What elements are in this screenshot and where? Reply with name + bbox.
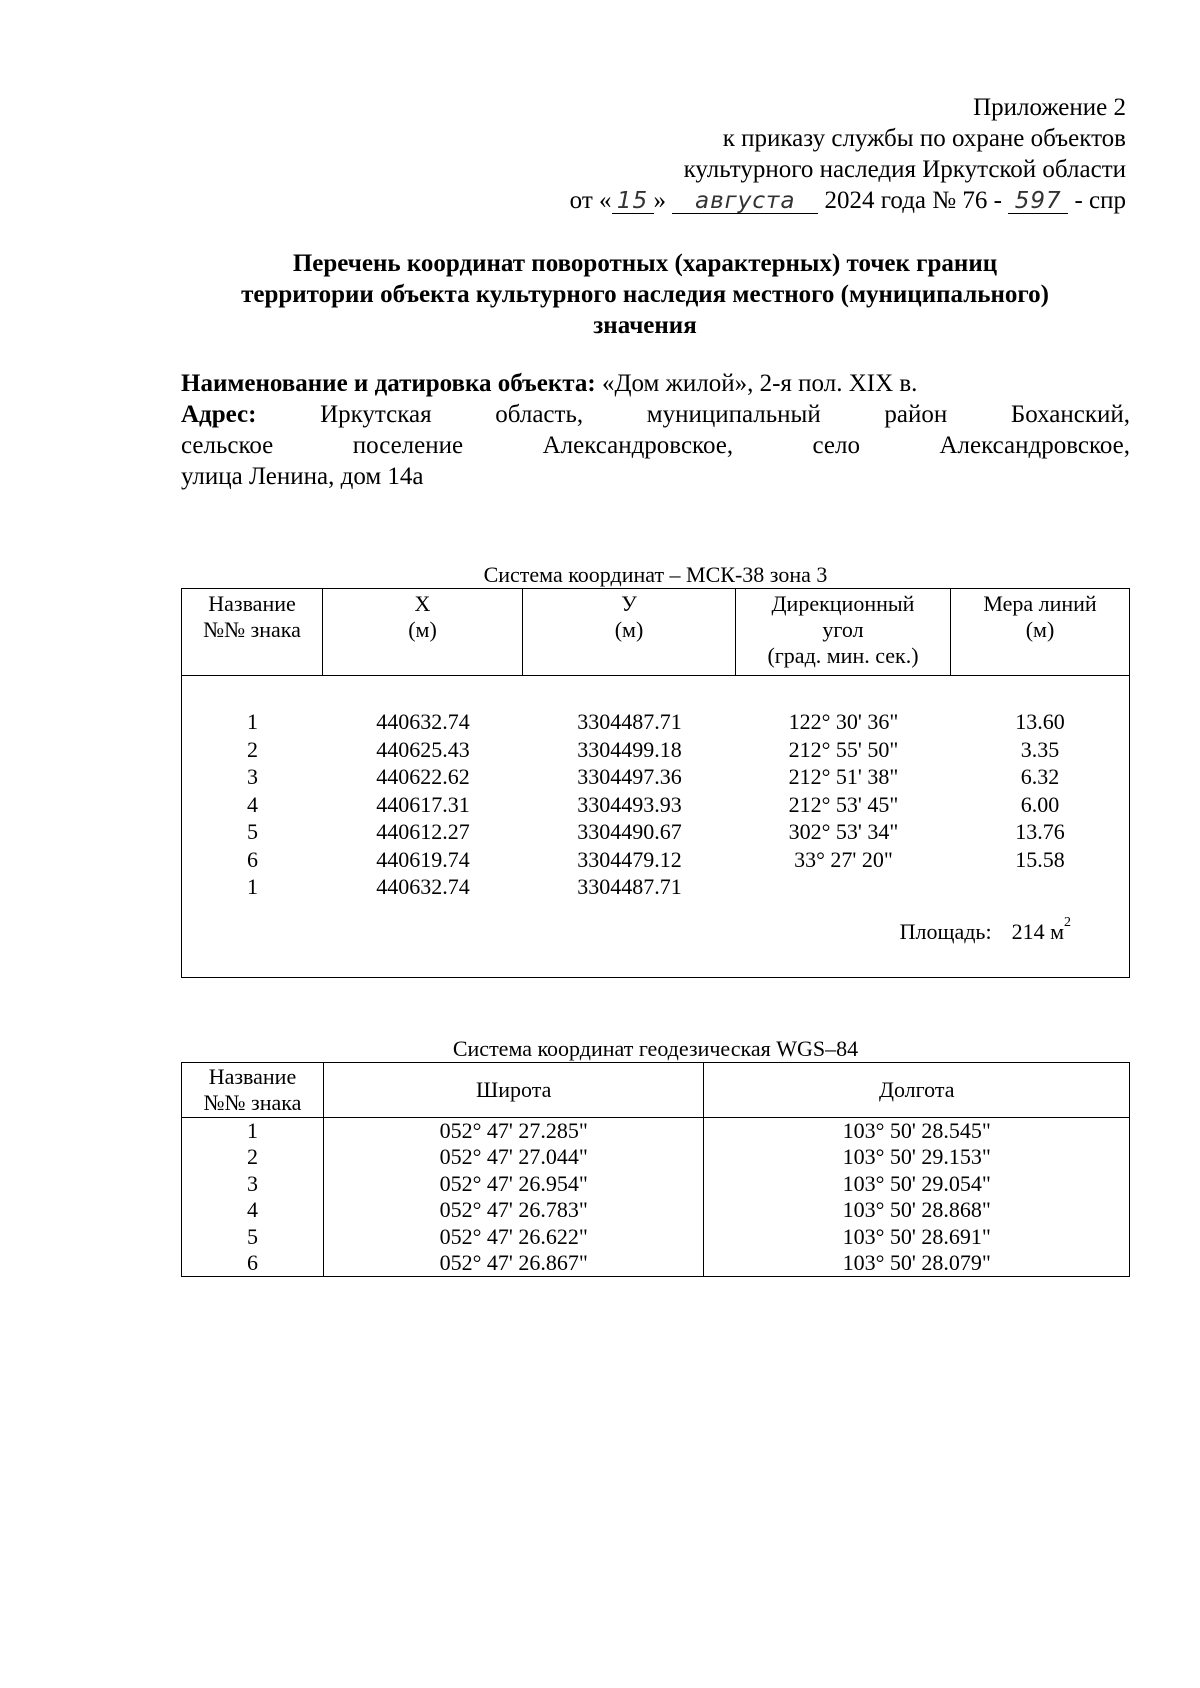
title-line-1: Перечень координат поворотных (характерных) точек границ: [292, 250, 998, 277]
address-word: село: [812, 432, 861, 459]
angle-cell: [736, 873, 951, 901]
table-row: [182, 1118, 1130, 1145]
table-row: [182, 736, 1129, 764]
point-number-cell: 1: [247, 709, 258, 734]
order-date-line: [570, 185, 1126, 216]
header-point-number: [182, 1063, 324, 1118]
header-y: [523, 589, 736, 675]
table-row: [182, 873, 1129, 901]
angle-cell: 212° 53' 45": [788, 791, 899, 817]
length-cell: 13.60: [1015, 709, 1065, 734]
address-word: Боханский,: [1010, 401, 1130, 428]
address-label: Адрес:: [181, 401, 257, 428]
angle-cell: 212° 55' 50": [788, 736, 899, 762]
latitude-cell: 052° 47' 26.783": [323, 1197, 704, 1223]
latitude-cell: 052° 47' 26.954": [323, 1171, 704, 1197]
point-number-cell: 1: [247, 874, 258, 899]
document-title: [160, 248, 1130, 341]
header-text: (град. мин. сек.): [767, 643, 919, 668]
header-text: Название: [208, 591, 296, 616]
point-number-cell: 2: [247, 736, 258, 762]
header-direction-angle: [736, 589, 951, 675]
address-word: область,: [495, 401, 584, 428]
address-word: муниципальный: [646, 401, 821, 428]
header-x: [323, 589, 523, 675]
point-number-cell: 5: [247, 819, 258, 844]
longitude-cell: 103° 50' 28.545": [704, 1118, 1130, 1145]
latitude-cell: 052° 47' 27.044": [323, 1144, 704, 1170]
table-row: [182, 1197, 1130, 1223]
table-row: [182, 708, 1129, 736]
point-number-cell: 3: [182, 1171, 324, 1197]
point-number-cell: 1: [182, 1118, 324, 1145]
length-cell: 3.35: [1020, 736, 1060, 762]
header-text: Название: [208, 1064, 297, 1089]
table-row: [182, 1171, 1130, 1197]
y-cell: 3304490.67: [577, 819, 682, 844]
object-name-line: [181, 368, 1130, 399]
longitude-cell: 103° 50' 28.079": [704, 1250, 1130, 1277]
title-line-2: территории объекта культурного наследия местного (муниципального): [241, 281, 1049, 308]
order-year-text: 2024 года № 76 -: [824, 187, 1002, 214]
angle-cell: 122° 30' 36": [788, 709, 899, 734]
appendix-line-2: к приказу службы по охране объектов: [722, 125, 1126, 152]
length-cell: 6.00: [1020, 791, 1060, 817]
address-line-3: улица Ленина, дом 14а: [181, 463, 424, 490]
address-word: сельское: [181, 432, 274, 459]
header-text: (м): [1025, 617, 1055, 642]
longitude-cell: 103° 50' 29.054": [704, 1171, 1130, 1197]
table-row: [182, 1224, 1130, 1250]
point-number-cell: 3: [247, 764, 258, 789]
longitude-cell: 103° 50' 29.153": [704, 1144, 1130, 1170]
title-line-3: значения: [593, 312, 697, 339]
address-line-1: [181, 399, 1130, 430]
wgs-table-header: [182, 1063, 1130, 1118]
header-text: X: [414, 591, 431, 616]
address-word: поселение: [352, 432, 464, 459]
table-row: [182, 791, 1129, 819]
header-text: У: [621, 591, 637, 616]
area-line: [182, 915, 1129, 945]
msk-coordinates-table: [181, 588, 1130, 978]
x-cell: 440617.31: [376, 791, 470, 817]
address-word: Иркутская: [320, 401, 432, 428]
msk-table-body: [182, 676, 1129, 901]
x-cell: 440612.27: [376, 819, 470, 844]
latitude-cell: 052° 47' 26.622": [323, 1224, 704, 1250]
quote-close: »: [653, 187, 667, 214]
header-text: (м): [614, 617, 644, 642]
order-month-handwritten: августа: [695, 188, 796, 214]
latitude-cell: 052° 47' 27.285": [323, 1118, 704, 1145]
object-name-value: «Дом жилой», 2-я пол. XIX в.: [595, 370, 918, 397]
header-text: (м): [408, 617, 437, 642]
point-number-cell: 2: [182, 1144, 324, 1170]
area-number: 214 м: [1011, 919, 1064, 944]
longitude-cell: 103° 50' 28.868": [704, 1197, 1130, 1223]
header-longitude: Долгота: [704, 1063, 1130, 1118]
appendix-line-1: Приложение 2: [973, 94, 1126, 121]
address-line-2: [181, 430, 1130, 461]
header-latitude: Широта: [323, 1063, 704, 1118]
point-number-cell: 5: [182, 1224, 324, 1250]
appendix-header: [570, 92, 1126, 216]
order-day-blank: [612, 189, 654, 214]
msk-table-caption: Система координат – МСК-38 зона 3: [483, 562, 828, 587]
table-row: [182, 818, 1129, 846]
longitude-cell: 103° 50' 28.691": [704, 1224, 1130, 1250]
address-word: Александровское,: [542, 432, 734, 459]
object-name-label: Наименование и датировка объекта:: [181, 370, 596, 397]
table-row: [182, 763, 1129, 791]
order-number-handwritten: 597: [1014, 188, 1062, 214]
angle-cell: 302° 53' 34": [788, 819, 899, 844]
from-prefix: от «: [569, 187, 612, 214]
area-unit-sup: 2: [1064, 915, 1071, 930]
address-word: Александровское,: [939, 432, 1130, 459]
y-cell: 3304493.93: [577, 791, 682, 817]
y-cell: 3304497.36: [577, 764, 682, 789]
y-cell: 3304487.71: [577, 709, 682, 734]
y-cell: 3304479.12: [577, 846, 682, 872]
header-point-number: [182, 589, 323, 675]
y-cell: 3304499.18: [577, 736, 682, 762]
x-cell: 440619.74: [376, 846, 470, 872]
area-label: Площадь:: [899, 919, 992, 944]
y-cell: 3304487.71: [577, 874, 682, 899]
x-cell: 440622.62: [376, 764, 470, 789]
address-word: район: [884, 401, 948, 428]
order-number-blank: [1008, 189, 1068, 214]
wgs-table-caption: Система координат геодезическая WGS–84: [452, 1036, 859, 1061]
area-value: [1011, 915, 1071, 945]
point-number-cell: 6: [182, 1250, 324, 1277]
length-cell: [951, 873, 1129, 901]
point-number-cell: 4: [247, 791, 258, 817]
header-text: Дирекционный: [771, 591, 915, 616]
latitude-cell: 052° 47' 26.867": [323, 1250, 704, 1277]
object-info: [181, 368, 1130, 492]
wgs-table-body: [182, 1118, 1130, 1277]
x-cell: 440625.43: [376, 736, 470, 762]
length-cell: 13.76: [1015, 819, 1065, 844]
length-cell: 6.32: [1020, 764, 1060, 789]
table-row: [182, 846, 1129, 874]
angle-cell: 33° 27' 20": [794, 846, 893, 872]
header-text: Мера линий: [983, 591, 1097, 616]
point-number-cell: 4: [182, 1197, 324, 1223]
header-text: №№ знака: [203, 1090, 302, 1115]
length-cell: 15.58: [1015, 846, 1065, 872]
header-text: №№ знака: [203, 617, 301, 642]
x-cell: 440632.74: [376, 709, 470, 734]
point-number-cell: 6: [247, 846, 258, 872]
order-suffix: - спр: [1074, 187, 1126, 214]
header-text: угол: [822, 617, 864, 642]
appendix-line-3: культурного наследия Иркутской области: [683, 156, 1126, 183]
table-row: [182, 1144, 1130, 1170]
msk-table-header: [182, 589, 1129, 676]
angle-cell: 212° 51' 38": [788, 764, 899, 789]
wgs-coordinates-table: [181, 1062, 1130, 1277]
table-row: [182, 1250, 1130, 1277]
order-day-handwritten: 15: [616, 188, 649, 214]
order-month-blank: [672, 189, 818, 214]
x-cell: 440632.74: [376, 874, 470, 899]
header-line-length: [951, 589, 1129, 675]
